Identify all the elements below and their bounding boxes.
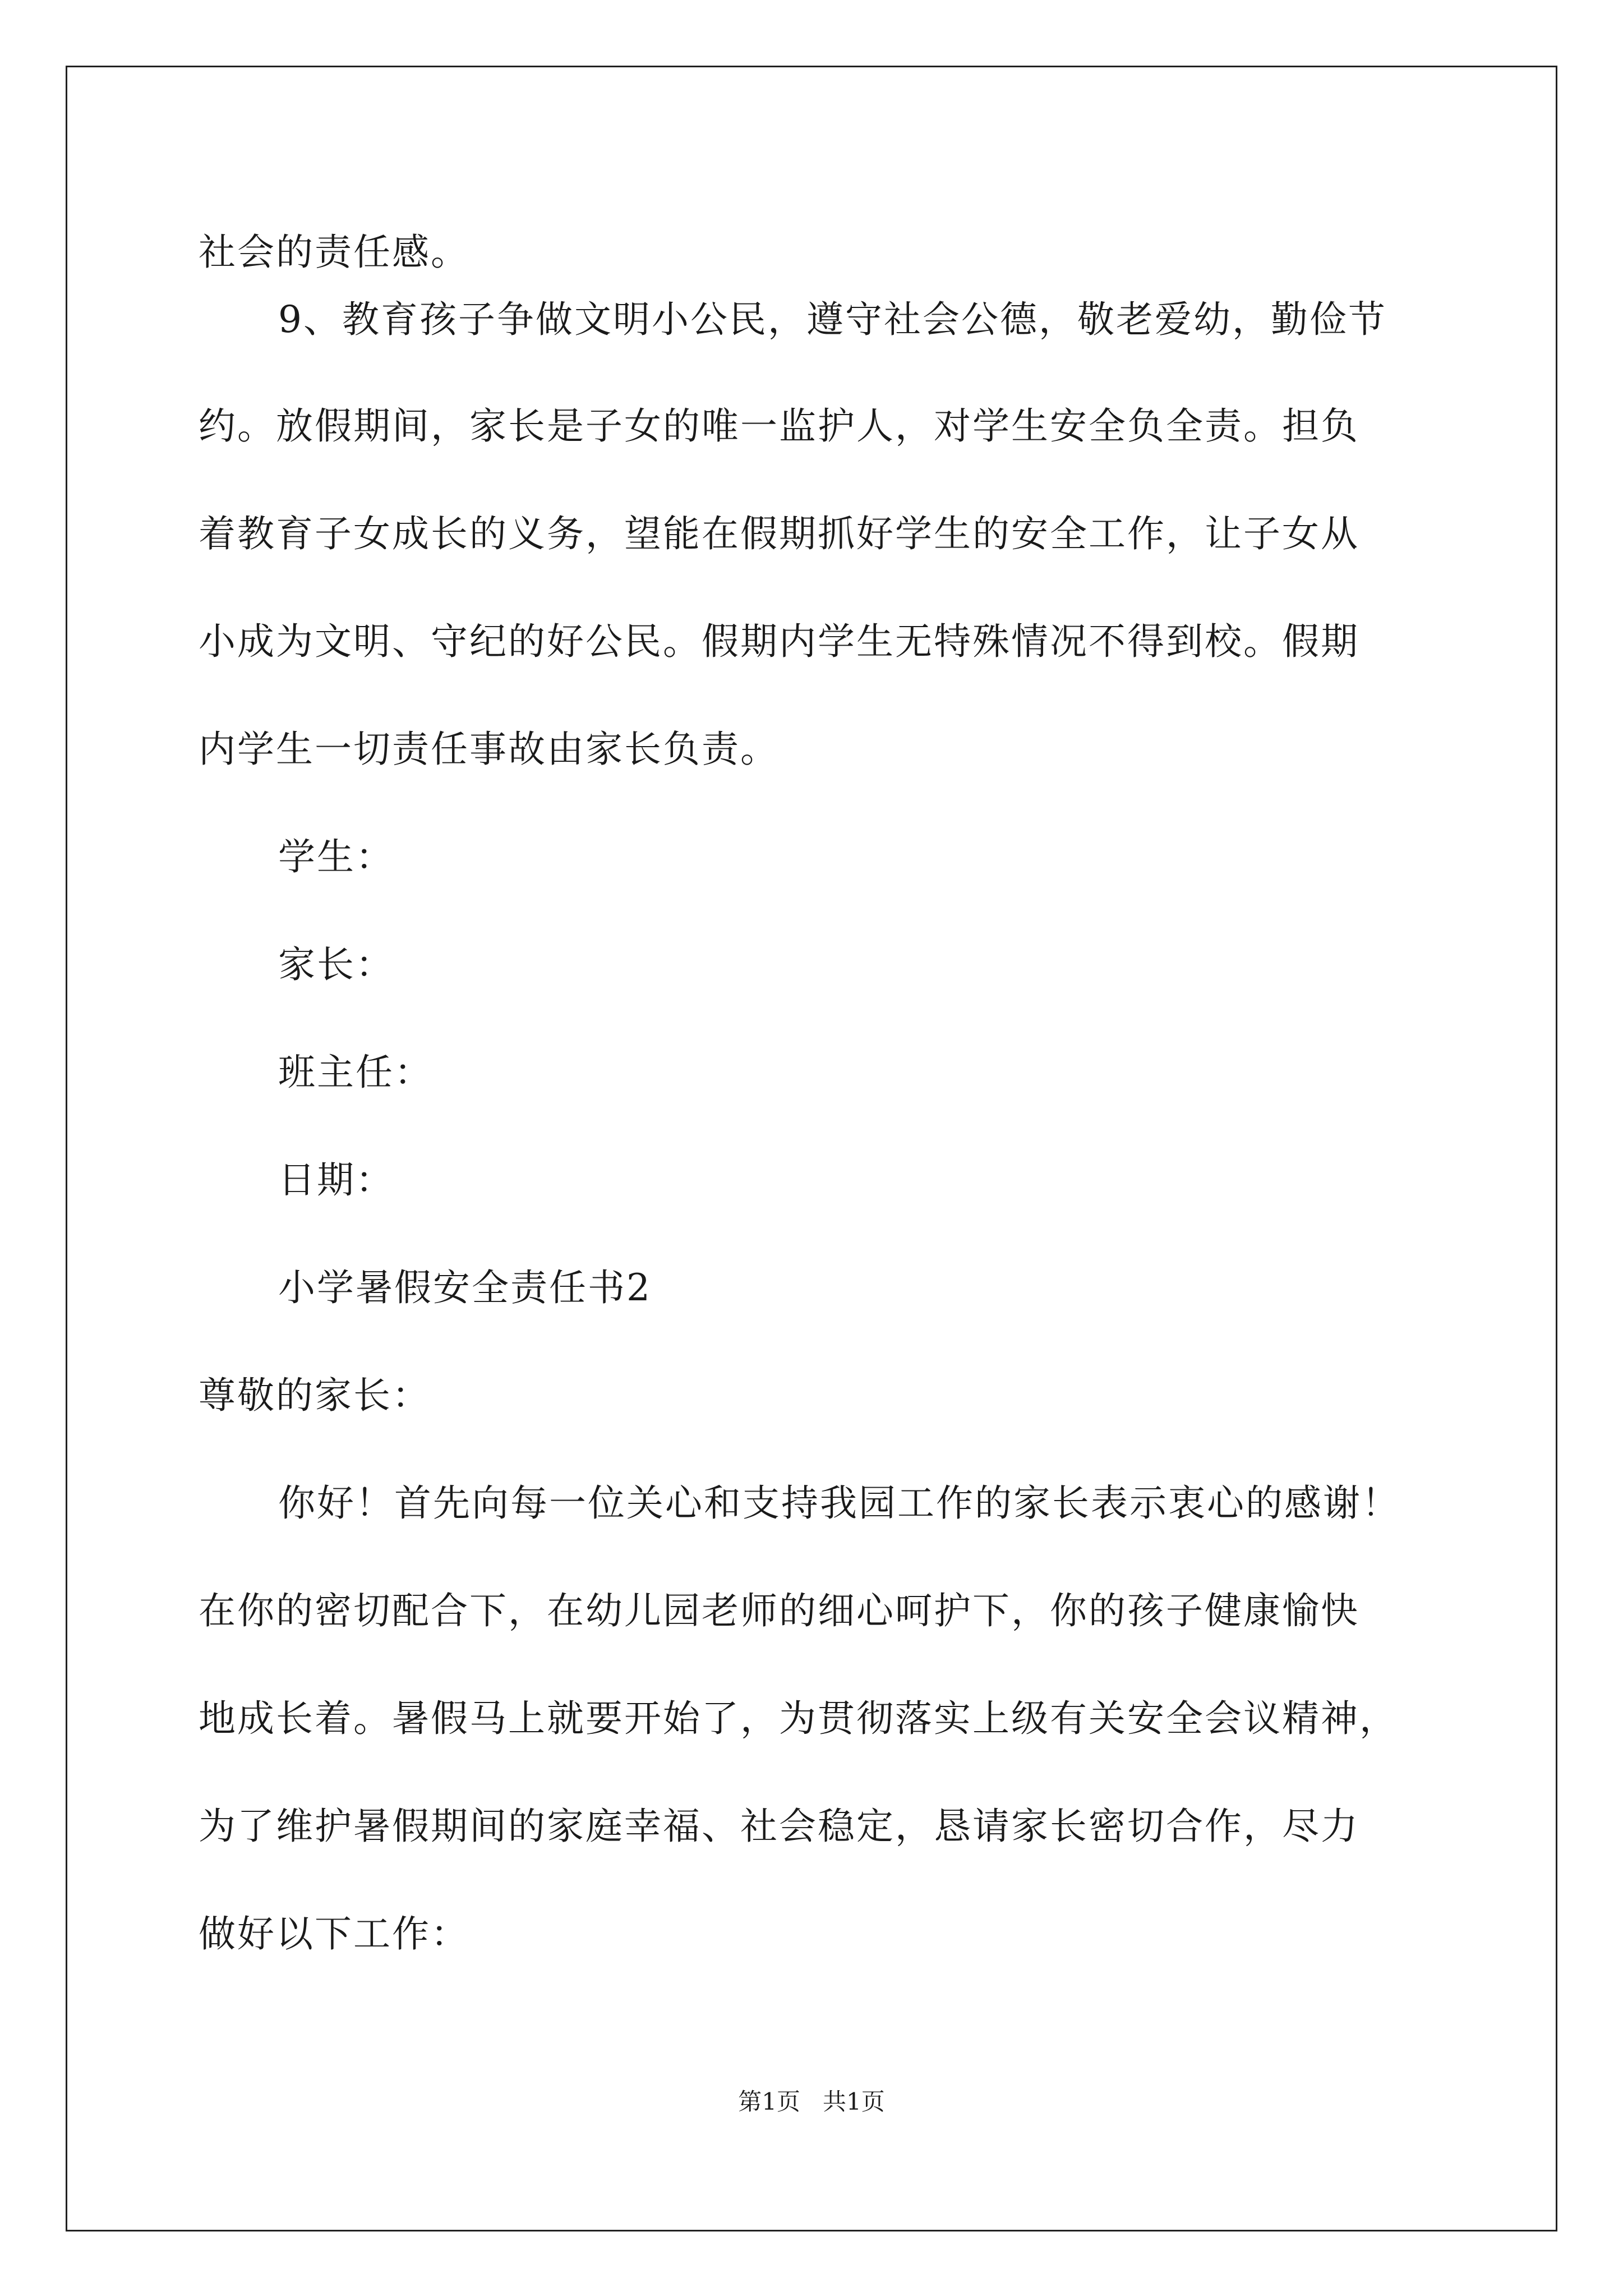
paragraph-line: 小成为文明、守纪的好公民。假期内学生无特殊情况不得到校。假期: [199, 620, 1359, 663]
paragraph-line: 着教育子女成长的义务，望能在假期抓好学生的安全工作，让子女从: [199, 512, 1359, 555]
section-title: 小学暑假安全责任书2: [278, 1266, 652, 1309]
page-number-footer: 第1页 共1页: [738, 2088, 885, 2115]
paragraph-line: 做好以下工作：: [199, 1912, 469, 1955]
signature-teacher-label: 班主任：: [278, 1051, 433, 1094]
paragraph-line: 地成长着。暑假马上就要开始了，为贯彻落实上级有关安全会议精神，: [199, 1697, 1398, 1740]
paragraph-line: 内学生一切责任事故由家长负责。: [199, 728, 779, 771]
page-border: [66, 66, 1557, 2231]
signature-student-label: 学生：: [278, 835, 394, 878]
signature-parent-label: 家长：: [278, 943, 394, 986]
date-label: 日期：: [278, 1158, 394, 1202]
paragraph-line: 约。放假期间，家长是子女的唯一监护人，对学生安全负全责。担负: [199, 404, 1359, 448]
paragraph-line: 在你的密切配合下，在幼儿园老师的细心呵护下，你的孩子健康愉快: [199, 1589, 1359, 1632]
paragraph-line: 为了维护暑假期间的家庭幸福、社会稳定，恳请家长密切合作，尽力: [199, 1805, 1359, 1848]
paragraph-line: 9、教育孩子争做文明小公民，遵守社会公德，敬老爱幼，勤俭节: [278, 298, 1387, 341]
paragraph-line: 社会的责任感。: [199, 231, 469, 274]
salutation: 尊敬的家长：: [199, 1374, 431, 1417]
paragraph-line: 你好！首先向每一位关心和支持我园工作的家长表示衷心的感谢！: [278, 1481, 1400, 1525]
